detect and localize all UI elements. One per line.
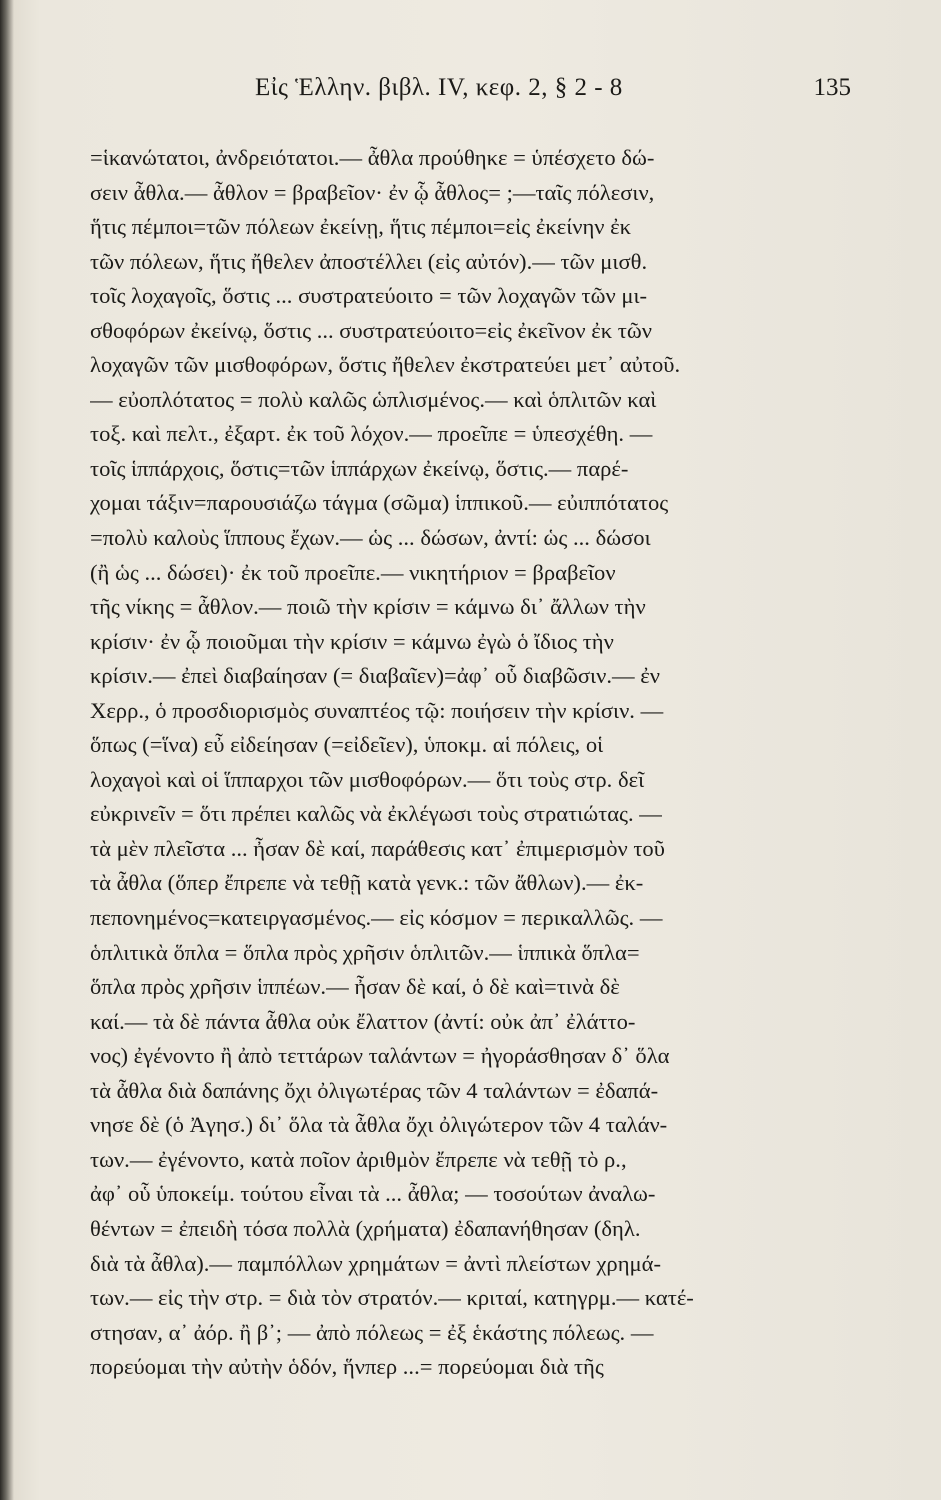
text-line: σειν ἆθλα.— ἆθλον = βραβεῖον· ἐν ᾧ ἆθλος= ;—ταῖς πόλεσιν, — [90, 179, 655, 205]
text-line: διὰ τὰ ἆθλα).— παμπόλλων χρημάτων = ἀντὶ πλείστων χρημά- — [90, 1250, 661, 1276]
text-line: καί.— τὰ δὲ πάντα ἆθλα οὐκ ἔλαττον (ἀντί: οὐκ ἀπ᾽ ἐλάττο- — [90, 1008, 636, 1034]
text-line: ὅπλα πρὸς χρῆσιν ἱππέων.— ἦσαν δὲ καί, ὁ δὲ καὶ=τινὰ δὲ — [90, 974, 620, 1000]
book-spine-shadow — [0, 0, 14, 1500]
text-line: των.— εἰς τὴν στρ. = διὰ τὸν στρατόν.— κριταί, κατηγρμ.— κατέ- — [90, 1285, 694, 1311]
text-line: λοχαγοὶ καὶ οἱ ἵππαρχοι τῶν μισθοφόρων.— ὅτι τοὺς στρ. δεῖ — [90, 766, 645, 792]
text-line: τῶν πόλεων, ἥτις ἤθελεν ἀποστέλλει (εἰς αὐτόν).— τῶν μισθ. — [90, 248, 648, 274]
text-line: νος) ἐγένοντο ἢ ἀπὸ τεττάρων ταλάντων = ἠγοράσθησαν δ᾽ ὅλα — [90, 1043, 670, 1069]
text-line: τὰ ἆθλα (ὅπερ ἔπρεπε νὰ τεθῇ κατὰ γενκ.: τῶν ἄθλων).— ἐκ- — [90, 870, 644, 896]
text-line: (ἢ ὡς ... δώσει)· ἐκ τοῦ προεῖπε.— νικητήριον = βραβεῖον — [90, 559, 616, 585]
text-line: ὁπλιτικὰ ὅπλα = ὅπλα πρὸς χρῆσιν ὁπλιτῶν.— ἱππικὰ ὅπλα= — [90, 939, 640, 965]
text-line: Χερρ., ὁ προσδιορισμὸς συναπτέος τῷ: ποιήσειν τὴν κρίσιν. — — [90, 697, 664, 723]
text-line: κρίσιν· ἐν ᾧ ποιοῦμαι τὴν κρίσιν = κάμνω ἐγὼ ὁ ἴδιος τὴν — [90, 628, 614, 654]
text-line: νησε δὲ (ὁ Ἀγησ.) δι᾽ ὅλα τὰ ἆθλα ὄχι ὀλιγώτερον τῶν 4 ταλάν- — [90, 1112, 668, 1138]
text-line: κρίσιν.— ἐπεὶ διαβαίησαν (= διαβαῖεν)=ἀφ᾽ οὗ διαβῶσιν.— ἐν — [90, 663, 660, 689]
text-line: στησαν, α᾽ ἀόρ. ἢ β᾽; — ἀπὸ πόλεως = ἐξ ἑκάστης πόλεως. — — [90, 1319, 654, 1345]
text-line: λοχαγῶν τῶν μισθοφόρων, ὅστις ἤθελεν ἐκστρατεύει μετ᾽ αὐτοῦ. — [90, 352, 681, 378]
text-line: τοῖς λοχαγοῖς, ὅστις ... συστρατεύοιτο = τῶν λοχαγῶν τῶν μι- — [90, 283, 648, 309]
text-line: τὰ μὲν πλεῖστα ... ἦσαν δὲ καί, παράθεσις κατ᾽ ἐπιμερισμὸν τοῦ — [90, 835, 665, 861]
text-line: εὐκρινεῖν = ὅτι πρέπει καλῶς νὰ ἐκλέγωσι τοὺς στρατιώτας. — — [90, 801, 662, 827]
text-line: — εὐοπλότατος = πολὺ καλῶς ὡπλισμένος.— καὶ ὁπλιτῶν καὶ — [90, 386, 657, 412]
page-header — [0, 74, 941, 114]
text-line: =ἱκανώτατοι, ἀνδρειότατοι.— ἆθλα προύθηκε = ὑπέσχετο δώ- — [90, 145, 655, 170]
text-line: =πολὺ καλοὺς ἵππους ἔχων.— ὡς ... δώσων, ἀντί: ὡς ... δώσοι — [90, 525, 651, 551]
text-line: ἀφ᾽ οὗ ὑποκείμ. τούτου εἶναι τὰ ... ἆθλα; — τοσούτων ἀναλω- — [90, 1181, 656, 1207]
running-title: Εἰς Ἑλλην. βιβλ. IV, κεφ. 2, § 2 - 8 — [255, 74, 623, 101]
text-line: τοξ. καὶ πελτ., ἐξαρτ. ἐκ τοῦ λόχον.— προεῖπε = ὑπεσχέθη. — — [90, 421, 653, 447]
text-line: πεπονημένος=κατειργασμένος.— εἰς κόσμον = περικαλλῶς. — — [90, 905, 663, 931]
page-number: 135 — [813, 74, 851, 101]
text-line: πορεύομαι τὴν αὐτὴν ὁδόν, ἥνπερ ...= πορεύομαι διὰ τῆς — [90, 1354, 604, 1380]
text-line: χομαι τάξιν=παρουσιάζω τάγμα (σῶμα) ἱππικοῦ.— εὐιππότατος — [90, 490, 669, 516]
text-line: των.— ἐγένοντο, κατὰ ποῖον ἀριθμὸν ἔπρεπε νὰ τεθῇ τὸ ρ., — [90, 1146, 627, 1172]
text-line: σθοφόρων ἐκείνῳ, ὅστις ... συστρατεύοιτο=εἰς ἐκεῖνον ἐκ τῶν — [90, 317, 652, 343]
text-line: θέντων = ἐπειδὴ τόσα πολλὰ (χρήματα) ἐδαπανήθησαν (δηλ. — [90, 1215, 641, 1241]
text-line: τὰ ἆθλα διὰ δαπάνης ὄχι ὀλιγωτέρας τῶν 4 ταλάντων = ἐδαπά- — [90, 1077, 659, 1103]
text-line: τοῖς ἱππάρχοις, ὅστις=τῶν ἱππάρχων ἐκείνῳ, ὅστις.— παρέ- — [90, 455, 629, 481]
text-line: ὅπως (=ἵνα) εὖ εἰδείησαν (=εἰδεῖεν), ὑποκμ. αἱ πόλεις, οἱ — [90, 732, 604, 758]
commentary-text — [90, 141, 848, 1385]
text-line: ἥτις πέμποι=τῶν πόλεων ἐκείνῃ, ἥτις πέμποι=εἰς ἐκείνην ἐκ — [90, 214, 632, 240]
text-line: τῆς νίκης = ἆθλον.— ποιῶ τὴν κρίσιν = κάμνω δι᾽ ἄλλων τὴν — [90, 594, 646, 620]
